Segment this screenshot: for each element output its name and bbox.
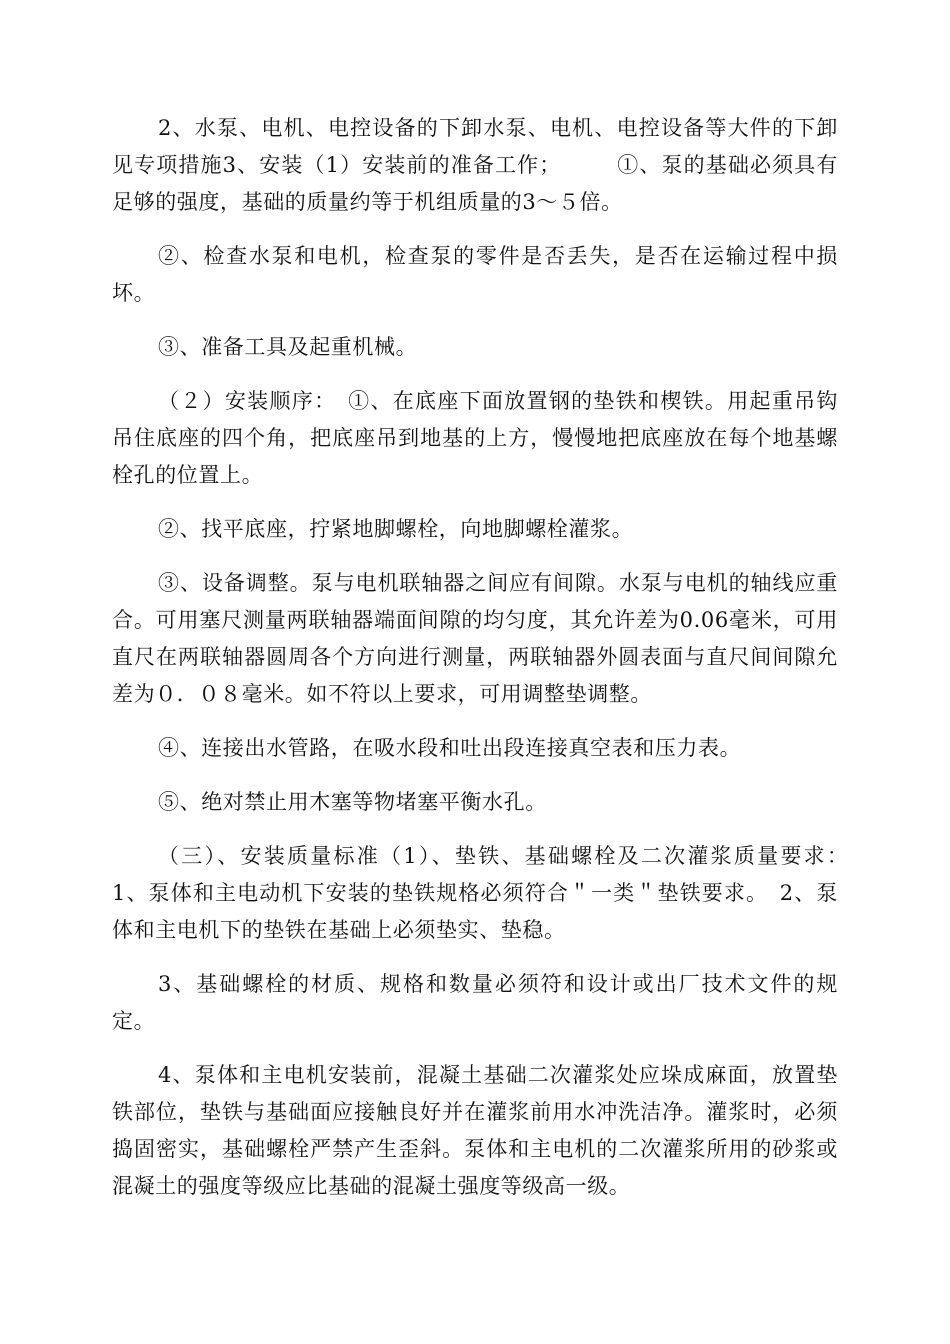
paragraph-level-base: ②、找平底座，拧紧地脚螺栓，向地脚螺栓灌浆。 bbox=[158, 517, 634, 541]
paragraph-quality-standard: （三）、安装质量标准（1）、垫铁、基础螺栓及二次灌浆质量要求： 1、泵体和主电动机下安装的垫铁规格必须符合＂一类＂垫铁要求。 2、泵体和主电机下的垫铁在基础上必须垫实、垫稳。 bbox=[112, 844, 860, 942]
paragraph-equipment-adjustment: ③、设备调整。泵与电机联轴器之间应有间隙。水泵与电机的轴线应重合。可用塞尺测量两联轴器端面间隙的均匀度，其允许差为0.06毫米，可用直尺在两联轴器圆周各个方向进行测量，两联轴器外圆表面与直尺间间隙允差为０．０８毫米。如不符以上要求，可用调整垫调整。 bbox=[112, 571, 838, 706]
document-body bbox=[112, 110, 860, 1222]
paragraph-secondary-grouting: 4、泵体和主电机安装前，混凝土基础二次灌浆处应垛成麻面，放置垫铁部位，垫铁与基础面应接触良好并在灌浆前用水冲洗洁净。灌浆时，必须捣固密实，基础螺栓严禁产生歪斜。泵体和主电机的二次灌浆所用的砂浆或混凝土的强度等级应比基础的混凝土强度等级高一级。 bbox=[112, 1063, 838, 1198]
paragraph-balance-hole-warning: ⑤、绝对禁止用木塞等物堵塞平衡水孔。 bbox=[158, 790, 547, 814]
paragraph-connect-outlet-pipe: ④、连接出水管路，在吸水段和吐出段连接真空表和压力表。 bbox=[158, 736, 742, 760]
paragraph-unloading-and-preparation: 2、水泵、电机、电控设备的下卸水泵、电机、电控设备等大件的下卸见专项措施3、安装（1）安装前的准备工作； ①、泵的基础必须具有足够的强度，基础的质量约等于机组质量的3～５倍。 bbox=[112, 116, 838, 214]
paragraph-foundation-bolts: 3、基础螺栓的材质、规格和数量必须符和设计或出厂技术文件的规定。 bbox=[112, 972, 838, 1033]
paragraph-prepare-tools: ③、准备工具及起重机械。 bbox=[158, 335, 418, 359]
paragraph-installation-sequence: （２）安装顺序： ①、在底座下面放置钢的垫铁和楔铁。用起重吊钩吊住底座的四个角，把底座吊到地基的上方，慢慢地把底座放在每个地基螺栓孔的位置上。 bbox=[112, 389, 838, 487]
paragraph-check-pump-motor: ②、检查水泵和电机，检查泵的零件是否丢失，是否在运输过程中损坏。 bbox=[112, 244, 838, 305]
